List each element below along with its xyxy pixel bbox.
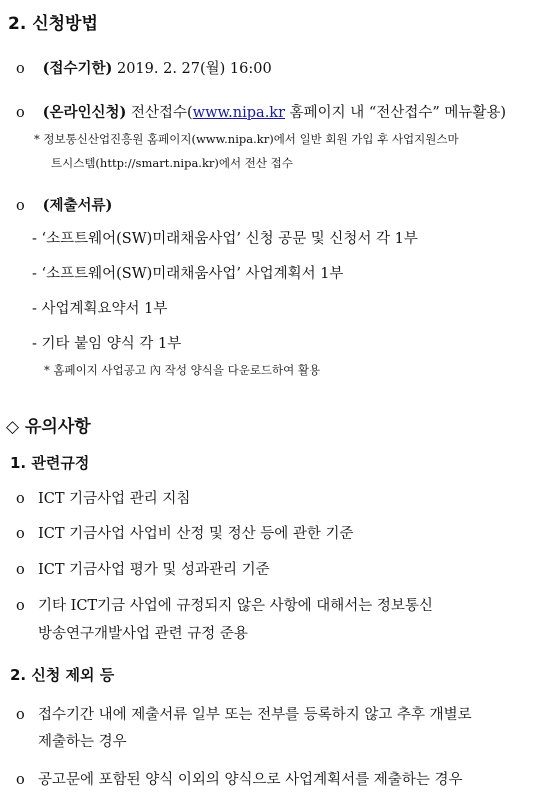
- rules-item: o 기타 ICT기금 사업에 규정되지 않은 사항에 대해서는 정보통신: [16, 598, 433, 614]
- exclusion-item: o 접수기간 내에 제출서류 일부 또는 전부를 등록하지 않고 추후 개별로: [16, 707, 472, 723]
- bullet: o: [16, 772, 25, 788]
- docs-item: - ‘소프트웨어(SW)미래채움사업’ 신청 공문 및 신청서 각 1부: [32, 231, 418, 247]
- online-text-post: 홈페이지 내 “전산접수” 메뉴활용): [285, 105, 507, 121]
- docs-item: - 기타 붙임 양식 각 1부: [32, 336, 182, 352]
- notice-title: ◇ 유의사항: [6, 417, 91, 437]
- rules-item-continuation: 방송연구개발사업 관련 규정 준용: [38, 626, 248, 642]
- exclusion-item: o 공고문에 포함된 양식 이외의 양식으로 사업계획서를 제출하는 경우: [16, 772, 463, 788]
- bullet: o: [16, 707, 25, 723]
- online-note-line2: 트시스템(http://smart.nipa.kr)에서 전산 접수: [51, 156, 293, 170]
- bullet: o: [16, 598, 25, 614]
- deadline-value: 2019. 2. 27(월) 16:00: [116, 61, 272, 77]
- deadline-line: [16, 57, 272, 78]
- bullet: o: [16, 562, 25, 578]
- rules-item: o ICT 기금사업 사업비 산정 및 정산 등에 관한 기준: [16, 526, 354, 542]
- docs-line: [16, 194, 112, 215]
- rules-title: 1. 관련규정: [10, 454, 90, 472]
- rules-item: o ICT 기금사업 관리 지침: [16, 491, 191, 507]
- deadline-label: (접수기한): [42, 60, 113, 77]
- nipa-link[interactable]: www.nipa.kr: [192, 105, 286, 121]
- docs-item: - ‘소프트웨어(SW)미래채움사업’ 사업계획서 1부: [32, 266, 344, 282]
- online-label: (온라인신청): [42, 104, 127, 121]
- rules-item: o ICT 기금사업 평가 및 성과관리 기준: [16, 562, 270, 578]
- docs-note: * 홈페이지 사업공고 內 작성 양식을 다운로드하여 활용: [44, 363, 321, 377]
- exclusion-item-continuation: 제출하는 경우: [38, 734, 127, 750]
- bullet: o: [16, 526, 25, 542]
- bullet: o: [16, 61, 25, 77]
- online-text-pre: 전산접수(: [130, 105, 193, 121]
- online-line: [16, 101, 506, 122]
- exclusion-title: 2. 신청 제외 등: [10, 666, 115, 684]
- docs-item: - 사업계획요약서 1부: [32, 301, 168, 317]
- docs-label: (제출서류): [42, 197, 113, 214]
- online-note-line1: * 정보통신산업진흥원 홈페이지(www.nipa.kr)에서 일반 회원 가입 후 사업지원스마: [34, 132, 459, 146]
- section-title-application-method: 2. 신청방법: [8, 14, 98, 34]
- bullet: o: [16, 198, 25, 214]
- bullet: o: [16, 491, 25, 507]
- bullet: o: [16, 105, 25, 121]
